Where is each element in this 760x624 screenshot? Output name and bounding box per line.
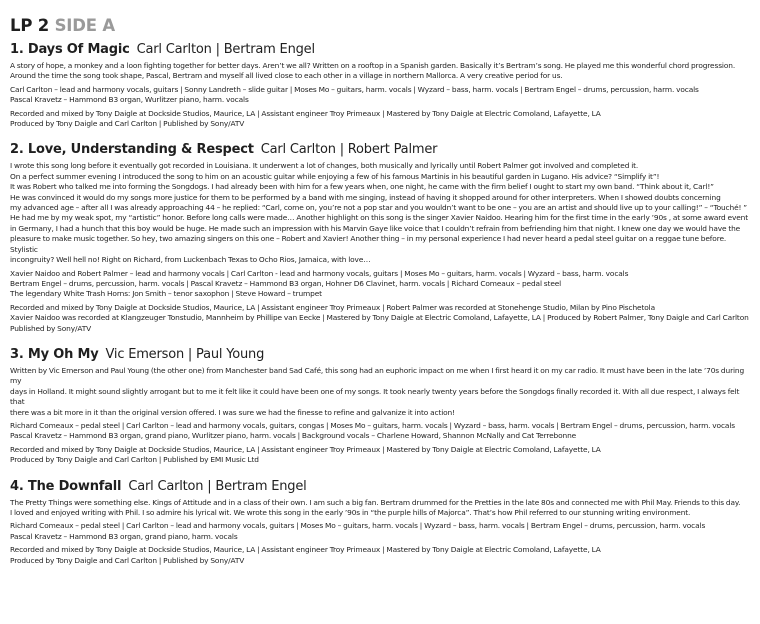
production-line: Recorded and mixed by Tony Daigle at Dockside Studios, Maurice, LA | Assistant engineer Troy Primeaux | Robert Palmer was recorded at Stonehenge Studio, Milan by Pino Pischetola — [10, 302, 655, 312]
track-heading — [10, 141, 750, 158]
track-story — [10, 61, 750, 82]
track-heading — [10, 346, 750, 363]
track-production — [10, 445, 750, 466]
story-line: I loved and enjoyed writing with Phil. I so admire his lyrical wit. We wrote this song in the early ’90s in “the purple hills of Majorca”. That’s how Phil referred to our stunning writing environment. — [10, 508, 691, 517]
story-line: days in Holland. It might sound slightly arrogant but to me it felt like it could have been one of my songs. It took nearly twenty years before the Songdogs finally recorded it. With all due respect, I always felt that — [10, 386, 740, 407]
credit-line: Richard Comeaux – pedal steel | Carl Carlton – lead and harmony vocals, guitars, congas | Moses Mo – guitars, harm. vocals | Wyzard – bass, harm. vocals | Bertram Engel – drums, percussion, harm. vocals — [10, 420, 735, 430]
track-heading — [10, 41, 750, 58]
track-credits — [10, 85, 750, 106]
story-line: pleasure to make music together. So hey, two amazing singers on this one – Robert and Xavier! Another thing – in my personal experience I had never heard a pedal steel guitar on a reggae tune before. Stylistic — [10, 234, 727, 254]
track-production — [10, 109, 750, 130]
story-line: in Germany, I had a hunch that this boy would be huge. He made such an impression with his Marvin Gaye like voice that I couldn’t refrain from befriending him that night. I knew one day we would have the — [10, 223, 741, 233]
story-line: It was Robert who talked me into forming the Songdogs. I had already been with him for a few years when, one night, he came with the firm belief I ought to start my own band. “Think about it, Carl!” — [10, 182, 714, 192]
production-line: Published by Sony/ATV — [10, 323, 92, 333]
track-list — [10, 41, 750, 566]
credit-line: Pascal Kravetz – Hammond B3 organ, Wurlitzer piano, harm. vocals — [10, 95, 249, 105]
credit-line: Pascal Kravetz – Hammond B3 organ, grand piano, Wurlitzer piano, harm. vocals | Background vocals – Charlene Howard, Shannon McNally and Cat Terrebonne — [10, 431, 577, 441]
credit-line: Bertram Engel – drums, percussion, harm. vocals | Pascal Kravetz – Hammond B3 organ, Hohner D6 Clavinet, harm. vocals | Richard Comeaux – pedal steel — [10, 278, 562, 288]
story-line: I wrote this song long before it eventually got recorded in Louisiana. It underwent a lot of changes, both musically and lyrically until Robert Palmer got involved and completed it. — [10, 161, 639, 171]
track-title: 4. The Downfall — [10, 478, 122, 494]
track-writers: Carl Carlton | Bertram Engel — [136, 42, 315, 57]
lp-number: LP 2 — [10, 16, 50, 35]
story-line: He was convinced it would do my songs more justice for them to be performed by a band with me singing, instead of having it shopped around for other interpreters. When I showed doubts concerning — [10, 192, 721, 202]
story-line: incongruity? Well hell no! Right on Richard, from Luckenbach Texas to Ocho Rios, Jamaica, with love… — [10, 255, 371, 265]
track-credits — [10, 521, 750, 542]
credit-line: Pascal Kravetz – Hammond B3 organ, grand piano, harm. vocals — [10, 531, 238, 541]
track-title: 1. Days Of Magic — [10, 42, 130, 57]
track-title: 3. My Oh My — [10, 346, 99, 362]
track-title: 2. Love, Understanding & Respect — [10, 142, 254, 158]
track-writers: Carl Carlton | Bertram Engel — [128, 478, 307, 494]
track-writers: Vic Emerson | Paul Young — [105, 346, 265, 362]
track-credits — [10, 269, 750, 300]
story-line: He had me by my weak spot, my “artistic” honor. Before long calls were made… Another highlight on this song is the singer Xavier Naidoo. Hearing him for the first time in the early ’90s , at some award event — [10, 213, 749, 223]
story-line: my advanced age – after all I was already approaching 44 – he replied: “Carl, come on, you’re not a pop star and you wouldn’t want to be one – you are an artist and should live up to your calling!” – “Touché! ” — [10, 203, 747, 213]
track-section — [10, 41, 750, 129]
production-line: Produced by Tony Daigle and Carl Carlton | Published by EMI Music Ltd — [10, 455, 259, 465]
story-line: there was a bit more in it than the original version offered. I was sure we had the finesse to refine and galvanize it into action! — [10, 407, 455, 417]
lp-side-heading — [10, 16, 750, 36]
track-story — [10, 161, 750, 265]
track-section — [10, 141, 750, 334]
track-heading — [10, 478, 750, 495]
track-writers: Carl Carlton | Robert Palmer — [260, 142, 438, 158]
story-line: A story of hope, a monkey and a loon fighting together for better days. Aren’t we all? Written on a rooftop in a Spanish garden. Basically it’s Bertram’s song. He played me this wonderful chord progression. — [10, 61, 736, 70]
story-line: The Pretty Things were something else. Kings of Attitude and in a class of their own. I am such a big fan. Bertram drummed for the Pretties in the late 80s and connected me with Phil May. Friends to this day. — [10, 497, 741, 507]
side-label: SIDE A — [54, 16, 115, 35]
production-line: Produced by Tony Daigle and Carl Carlton | Published by Sony/ATV — [10, 555, 245, 565]
track-production — [10, 545, 750, 566]
track-section — [10, 478, 750, 566]
production-line: Recorded and mixed by Tony Daigle at Dockside Studios, Maurice, LA | Assistant engineer Troy Primeaux | Mastered by Tony Daigle at Electric Comoland, Lafayette, LA — [10, 108, 601, 118]
story-line: On a perfect summer evening I introduced the song to him on an acoustic guitar while enjoying a few of his famous Martinis in his beautiful garden in Lugano. His advice? “Simplify it”! — [10, 171, 660, 181]
production-line: Produced by Tony Daigle and Carl Carlton | Published by Sony/ATV — [10, 119, 245, 129]
production-line: Xavier Naidoo was recorded at Klangzeuger Tonstudio, Mannheim by Phillipe van Eecke | Mastered by Tony Daigle at Electric Comoland, Lafayette, LA | Produced by Robert Palmer, Tony Daigle and Carl Carlton — [10, 313, 749, 323]
story-line: Written by Vic Emerson and Paul Young (the other one) from Manchester band Sad Café, this song had an euphoric impact on me when I first heard it on my car radio. It must have been in the late ’70s during my — [10, 365, 745, 386]
credit-line: The legendary White Trash Horns: Jon Smith – tenor saxophon | Steve Howard – trumpet — [10, 289, 322, 299]
track-story — [10, 498, 750, 519]
production-line: Recorded and mixed by Tony Daigle at Dockside Studios, Maurice, LA | Assistant engineer Troy Primeaux | Mastered by Tony Daigle at Electric Comoland, Lafayette, LA — [10, 444, 601, 454]
production-line: Recorded and mixed by Tony Daigle at Dockside Studios, Maurice, LA | Assistant engineer Troy Primeaux | Mastered by Tony Daigle at Electric Comoland, Lafayette, LA — [10, 545, 601, 555]
track-credits — [10, 421, 750, 442]
track-story — [10, 366, 750, 418]
track-section — [10, 346, 750, 466]
credit-line: Xavier Naidoo and Robert Palmer – lead and harmony vocals | Carl Carlton - lead and harmony vocals, guitars | Moses Mo – guitars, harm. vocals | Wyzard – bass, harm. vocals — [10, 268, 629, 278]
track-production — [10, 303, 750, 334]
credit-line: Carl Carlton – lead and harmony vocals, guitars | Sonny Landreth – slide guitar | Moses Mo – guitars, harm. vocals | Wyzard – bass, harm. vocals | Bertram Engel – drums, percussion, harm. vocals — [10, 84, 699, 94]
story-line: Around the time the song took shape, Pascal, Bertram and myself all lived close to each other in a village in northern Mallorca. A very creative period for us. — [10, 71, 563, 81]
credit-line: Richard Comeaux – pedal steel | Carl Carlton – lead and harmony vocals, guitars | Moses Mo – guitars, harm. vocals | Wyzard – bass, harm. vocals | Bertram Engel – drums, percussion, harm. vocals — [10, 521, 706, 531]
